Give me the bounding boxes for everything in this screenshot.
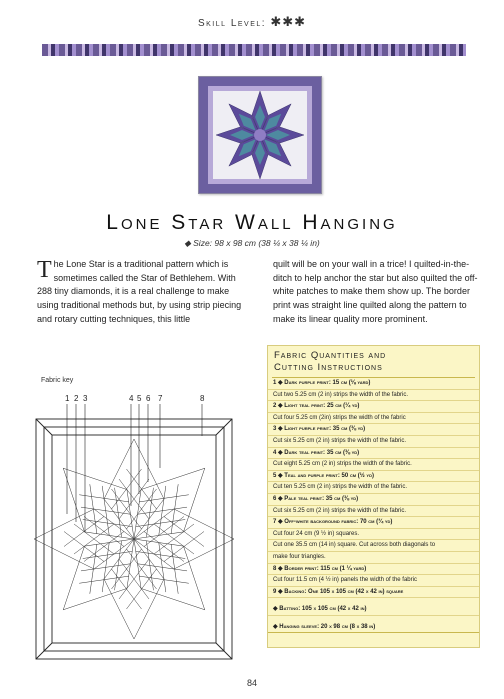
fabric-row-heading: 5 ◆ Teal and purple print: 50 cm (½ yd) bbox=[268, 471, 479, 483]
skill-level bbox=[0, 14, 504, 30]
panel-heading bbox=[268, 346, 479, 377]
fabric-key-number: 2 bbox=[74, 394, 79, 403]
hanging-sleeve-row: ◆ Hanging sleeve: 20 x 98 cm (8 x 38 in) bbox=[268, 622, 479, 634]
intro-column-right bbox=[273, 258, 480, 327]
fabric-key-number: 7 bbox=[158, 394, 163, 403]
skill-level-label: Skill Level: bbox=[197, 18, 267, 29]
fabric-key-label: Fabric key bbox=[41, 377, 74, 384]
fabric-row-heading: 7 ◆ Off-white background fabric: 70 cm (¾ yd) bbox=[268, 517, 479, 529]
quilt-photo bbox=[198, 76, 322, 194]
fabric-row-instruction: Cut two 5.25 cm (2 in) strips the width of the fabric. bbox=[268, 390, 479, 402]
fabric-row-instruction: Cut four 5.25 cm (2in) strips the width of the fabric bbox=[268, 413, 479, 425]
page-number: 84 bbox=[246, 678, 257, 688]
quilt-diagram-drawing bbox=[34, 394, 264, 662]
fabric-row-instruction: Cut one 35.5 cm (14 in) square. Cut across both diagonals to bbox=[268, 540, 479, 552]
fabric-key-number: 6 bbox=[146, 394, 151, 403]
fabric-key-number: 5 bbox=[137, 394, 142, 403]
intro-text-left: he Lone Star is a traditional pattern which is sometimes called the Star of Bethlehem. With 288 tiny diamonds, it is a real challenge to make using traditional methods but, by using strip piecing and rotary cutting techniques, this little bbox=[37, 259, 242, 324]
fabric-row-instruction: Cut six 5.25 cm (2 in) strips the width of the fabric. bbox=[268, 506, 479, 518]
page-title: Lone Star Wall Hanging bbox=[106, 211, 398, 234]
cutting-instructions-panel bbox=[267, 345, 480, 648]
intro-text-right: quilt will be on your wall in a trice! I quilted-in-the-ditch to help anchor the star but also quilted the off-white patches to make them show up. The border print was straight line quilted along the pattern to make its linear quality more prominent. bbox=[273, 259, 478, 324]
fabric-row-instruction: Cut four 11.5 cm (4 ½ in) panels the width of the fabric bbox=[268, 575, 479, 587]
batting-row: ◆ Batting: 105 x 105 cm (42 x 42 in) bbox=[268, 604, 479, 616]
instruction-rows bbox=[268, 378, 479, 598]
fabric-row-heading: 6 ◆ Pale teal print: 35 cm (⅜ yd) bbox=[268, 494, 479, 506]
fabric-key-number: 4 bbox=[129, 394, 134, 403]
quilt-diagram bbox=[34, 394, 264, 662]
fabric-row-heading: 9 ◆ Backing: One 105 x 105 cm (42 x 42 in) square bbox=[268, 587, 479, 599]
panel-heading-line2: Cutting Instructions bbox=[274, 362, 383, 373]
fabric-row-heading: 2 ◆ Light teal print: 25 cm (¼ yd) bbox=[268, 401, 479, 413]
fabric-row-heading: 3 ◆ Light purple print: 35 cm (⅜ yd) bbox=[268, 424, 479, 436]
fabric-row-instruction: Cut six 5.25 cm (2 in) strips the width of the fabric. bbox=[268, 436, 479, 448]
fabric-row-instruction: Cut four 24 cm (9 ½ in) squares. bbox=[268, 529, 479, 541]
skill-stars: ✱✱✱ bbox=[270, 14, 307, 29]
fabric-key-number: 8 bbox=[200, 394, 205, 403]
fabric-row-heading: 8 ◆ Border print: 115 cm (1 ¼ yard) bbox=[268, 564, 479, 576]
intro-column-left bbox=[37, 258, 245, 327]
panel-heading-line1: Fabric Quantities and bbox=[274, 350, 387, 361]
fabric-row-instruction: Cut eight 5.25 cm (2 in) strips the width of the fabric. bbox=[268, 459, 479, 471]
fabric-key-number: 3 bbox=[83, 394, 88, 403]
fabric-row-heading: 4 ◆ Dark teal print: 35 cm (⅜ yd) bbox=[268, 448, 479, 460]
decorative-border-band bbox=[42, 44, 466, 56]
fabric-row-heading: 1 ◆ Dark purple print: 15 cm (⅛ yard) bbox=[268, 378, 479, 390]
quilt-size: ◆ Size: 98 x 98 cm (38 ¼ x 38 ¼ in) bbox=[184, 238, 320, 248]
drop-cap: T bbox=[37, 257, 52, 283]
fabric-row-instruction: Cut ten 5.25 cm (2 in) strips the width of the fabric. bbox=[268, 482, 479, 494]
fabric-key-number: 1 bbox=[65, 394, 70, 403]
fabric-row-instruction: make four triangles. bbox=[268, 552, 479, 564]
quilt-illustration bbox=[199, 77, 321, 193]
